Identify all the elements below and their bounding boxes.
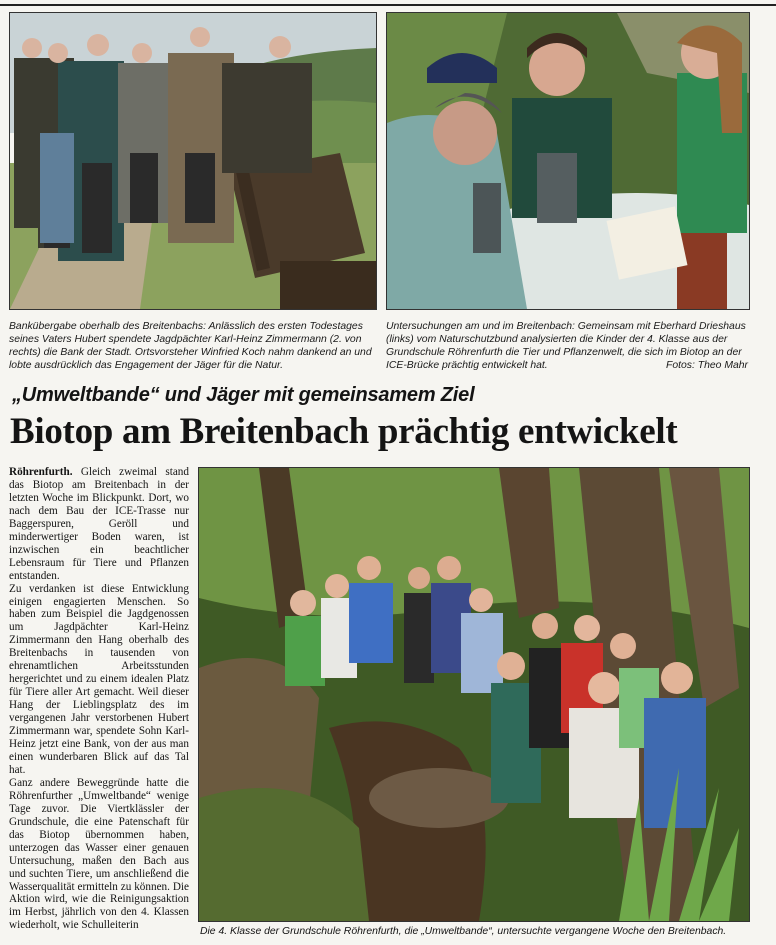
photo-group-caption: Die 4. Klasse der Grundschule Röhrenfurth, die „Umweltbande“, untersuchte vergangene Woche den Breitenbach. bbox=[200, 926, 727, 937]
photo-microscope-caption-text: Untersuchungen am und im Breitenbach: Gemeinsam mit Eberhard Drieshaus (links) vom Naturschutzbund analysierten die Kinder der 4. Klasse aus der Grundschule Röhrenfurth die Tier und Pflanzenwelt, die sich im Biotop an der ICE-Brücke prächtig entwickelt hat. bbox=[386, 321, 746, 371]
photo-umweltbande-group bbox=[198, 467, 750, 922]
article-body bbox=[9, 466, 189, 932]
top-rule bbox=[0, 4, 776, 6]
article-paragraph-text: Gleich zweimal stand das Biotop am Breitenbach in der letzten Woche im Blickpunkt. Dort, wo nach dem Bau der ICE-Trasse nur Baggerspuren, Geröll und minderwertiger Boden waren, ist inzwischen ein beachtlicher Lebensraum für Tiere und Pflanzen entstanden. bbox=[9, 466, 189, 582]
article-paragraph: Zu verdanken ist diese Entwicklung einigen engagierten Menschen. So haben zum Beispiel die Jagdgenossen um Jagdpächter Karl-Heinz Zimmermann den Hang oberhalb des Breitenbachs in tausenden von ehrenamtlichen Arbeitsstunden hergerichtet und zu einem idealen Platz für Tiere aller Art gemacht. Weil dieser Hang der Lieblingsplatz des im vergangenen Jahr verstorbenen Hubert Zimmermann war, spendete Sohn Karl-Heinz jetzt eine Bank, von der aus man einen wunderbaren Blick auf das Tal hat. bbox=[9, 582, 189, 776]
photo-microscope-caption bbox=[386, 320, 748, 372]
article-headline: Biotop am Breitenbach prächtig entwickelt bbox=[10, 411, 678, 452]
photo-bench-handover bbox=[9, 12, 377, 310]
photo-microscope-study bbox=[386, 12, 750, 310]
article-paragraph: Ganz andere Beweggründe hatte die Röhrenfurther „Umweltbande“ wenige Tage zuvor. Die Viertklässler der Grundschule, die eine Patenschaft für das Biotop übernommen haben, unterzogen das Wasser einer genauen Untersuchung, maßen den Bach aus und suchten Tiere, um anschließend die Wasserqualität ermitteln zu können. Die Aktion wird, wie die Reinigungsaktion im Herbst, jährlich von den 4. Klassen wiederholt, wie Schulleiterin bbox=[9, 776, 189, 932]
article-paragraph bbox=[9, 466, 189, 583]
article-dateline: Röhrenfurth. bbox=[9, 466, 73, 478]
photo-bench-caption: Bankübergabe oberhalb des Breitenbachs: Anlässlich des ersten Todestages seines Vaters Hubert spendete Jagdpächter Karl-Heinz Zimmermann (2. von rechts) die Bank der Stadt. Ortsvorsteher Winfried Koch nahm dankend an und lobte ausdrücklich das Engagement der Jäger für die Natur. bbox=[9, 321, 372, 371]
photo-credit: Fotos: Theo Mahr bbox=[665, 360, 748, 371]
article-kicker: „Umweltbande“ und Jäger mit gemeinsamem Ziel bbox=[12, 384, 475, 406]
